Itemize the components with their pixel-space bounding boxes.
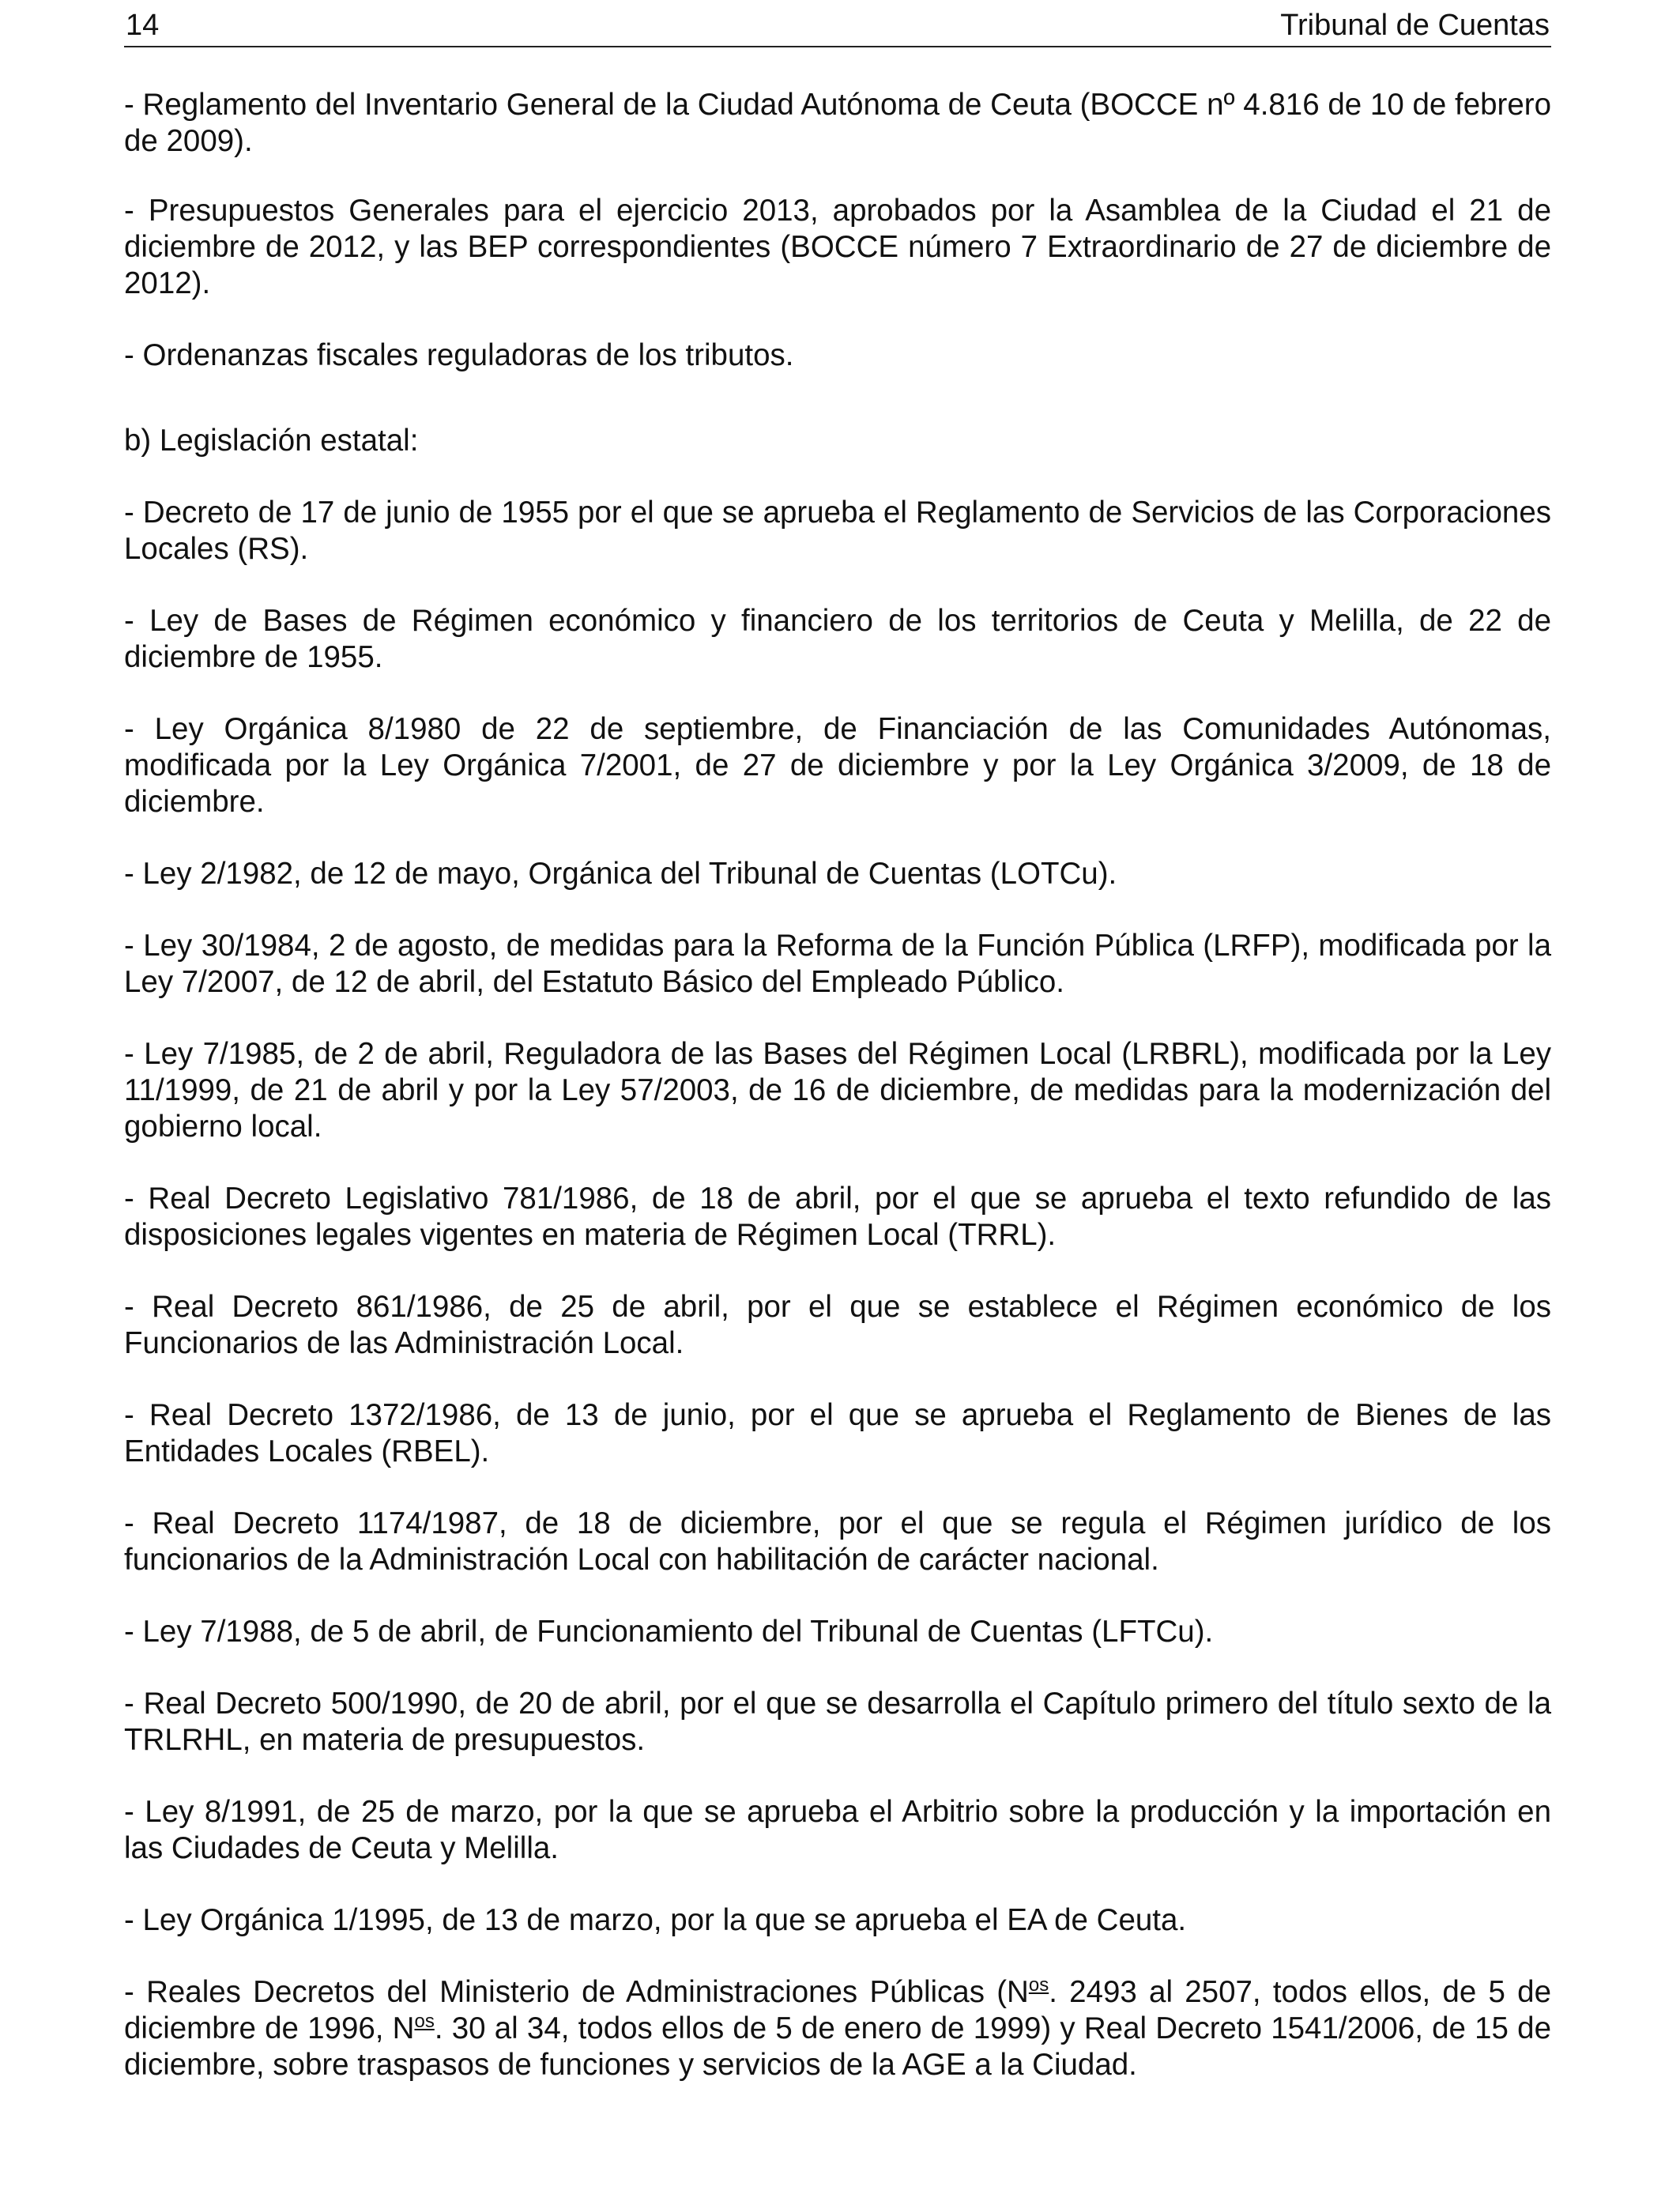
- paragraph-presupuestos-2013: - Presupuestos Generales para el ejercicio 2013, aprobados por la Asamblea de la Ciudad el 21 de diciembre de 2012, y las BEP correspondientes (BOCCE número 7 Extraordinario de 27 de diciembre de 2012).: [124, 194, 1551, 300]
- paragraph-rd-861-1986: - Real Decreto 861/1986, de 25 de abril, por el que se establece el Régimen económico de los Funcionarios de las Administración Local.: [124, 1290, 1551, 1360]
- section-heading-legislacion-estatal: b) Legislación estatal:: [124, 424, 419, 458]
- paragraph-rdl-781-1986: - Real Decreto Legislativo 781/1986, de 18 de abril, por el que se aprueba el texto refundido de las disposiciones legales vigentes en materia de Régimen Local (TRRL).: [124, 1182, 1551, 1252]
- paragraph-reales-decretos: [124, 1974, 1551, 2083]
- reales-decretos-text-2: . 2493 al 2507, todos ellos, de 5 de diciembre de 1996, N: [124, 1975, 1551, 2045]
- paragraph-ley-7-1985: - Ley 7/1985, de 2 de abril, Reguladora de las Bases del Régimen Local (LRBRL), modificada por la Ley 11/1999, de 21 de abril y por la Ley 57/2003, de 16 de diciembre, de medidas para la modernización del gobierno local.: [124, 1037, 1551, 1144]
- paragraph-rd-1372-1986: - Real Decreto 1372/1986, de 13 de junio, por el que se aprueba el Reglamento de Bienes de las Entidades Locales (RBEL).: [124, 1398, 1551, 1468]
- paragraph-ley-bases-1955: - Ley de Bases de Régimen económico y financiero de los territorios de Ceuta y Melilla, de 22 de diciembre de 1955.: [124, 604, 1551, 674]
- document-body: [124, 87, 1551, 2083]
- paragraph-ordenanzas-fiscales: - Ordenanzas fiscales reguladoras de los tributos.: [124, 338, 794, 372]
- reales-decretos-text-1: - Reales Decretos del Ministerio de Administraciones Públicas (N: [124, 1975, 1029, 2009]
- running-title: Tribunal de Cuentas: [1280, 9, 1550, 42]
- paragraph-ley-7-1988: - Ley 7/1988, de 5 de abril, de Funcionamiento del Tribunal de Cuentas (LFTCu).: [124, 1615, 1214, 1649]
- reales-decretos-text-3: . 30 al 34, todos ellos de 5 de enero de 1999) y Real Decreto 1541/2006, de 15 de diciembre, sobre traspasos de funciones y servicios de la AGE a la Ciudad.: [124, 2011, 1551, 2082]
- paragraph-decreto-1955: - Decreto de 17 de junio de 1955 por el que se aprueba el Reglamento de Servicios de las Corporaciones Locales (RS).: [124, 496, 1551, 566]
- paragraph-lo-8-1980: - Ley Orgánica 8/1980 de 22 de septiembre, de Financiación de las Comunidades Autónomas, modificada por la Ley Orgánica 7/2001, de 27 de diciembre y por la Ley Orgánica 3/2009, de 18 de diciembre.: [124, 712, 1551, 819]
- page-number: 14: [126, 9, 160, 42]
- paragraph-rd-500-1990: - Real Decreto 500/1990, de 20 de abril, por el que se desarrolla el Capítulo primero del título sexto de la TRLRHL, en materia de presupuestos.: [124, 1687, 1551, 1757]
- ordinal-superscript: os: [414, 2011, 435, 2032]
- paragraph-rd-1174-1987: - Real Decreto 1174/1987, de 18 de diciembre, por el que se regula el Régimen jurídico de los funcionarios de la Administración Local con habilitación de carácter nacional.: [124, 1506, 1551, 1577]
- paragraph-ley-8-1991: - Ley 8/1991, de 25 de marzo, por la que se aprueba el Arbitrio sobre la producción y la importación en las Ciudades de Ceuta y Melilla.: [124, 1795, 1551, 1865]
- document-page: [124, 0, 1551, 2194]
- paragraph-ley-30-1984: - Ley 30/1984, 2 de agosto, de medidas para la Reforma de la Función Pública (LRFP), modificada por la Ley 7/2007, de 12 de abril, del Estatuto Básico del Empleado Público.: [124, 929, 1551, 999]
- ordinal-superscript: os: [1028, 1974, 1049, 1996]
- paragraph-ley-2-1982: - Ley 2/1982, de 12 de mayo, Orgánica del Tribunal de Cuentas (LOTCu).: [124, 857, 1117, 891]
- paragraph-reglamento-inventario: - Reglamento del Inventario General de la Ciudad Autónoma de Ceuta (BOCCE nº 4.816 de 10 de febrero de 2009).: [124, 88, 1551, 158]
- paragraph-lo-1-1995: - Ley Orgánica 1/1995, de 13 de marzo, por la que se aprueba el EA de Ceuta.: [124, 1903, 1187, 1937]
- page-header: [124, 5, 1551, 47]
